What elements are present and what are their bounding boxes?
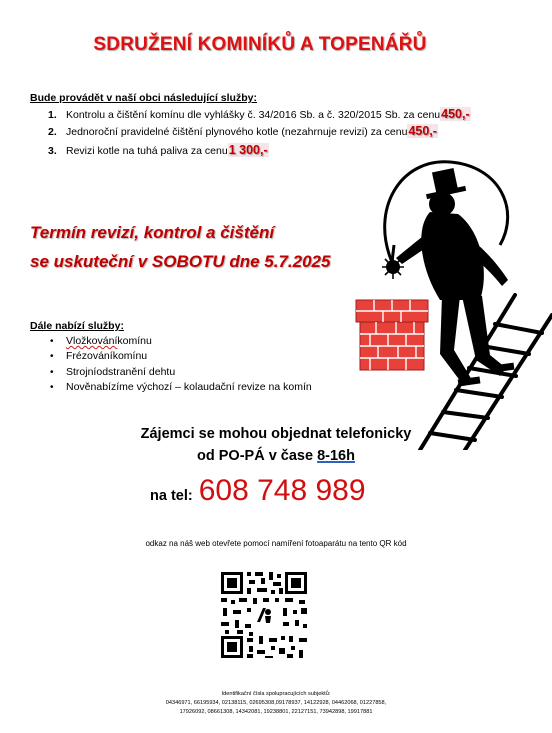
- other-service-first-word: Strojní: [66, 366, 97, 378]
- other-service-first-word: Vložkování: [66, 335, 118, 347]
- page-title: SDRUŽENÍ KOMINÍKŮ A TOPENÁŘŮ: [93, 34, 427, 55]
- phone-line: [150, 474, 366, 508]
- other-service-first-word: Frézování: [66, 350, 113, 362]
- ids-line-2: 17926092, 08661308, 14342081, 19238801, 22127151, 73942898, 19917881: [179, 709, 373, 715]
- service-number: 2.: [48, 126, 57, 138]
- other-service-rest: komínu: [112, 350, 148, 362]
- other-services-heading: Dále nabízí služby:: [30, 320, 124, 332]
- service-item-2: [48, 124, 438, 138]
- date-notice: [30, 218, 330, 276]
- service-text: Revizi kotle na tuhá paliva za cenu: [66, 145, 228, 157]
- other-service-rest: odstranění dehtu: [96, 366, 176, 378]
- bullet: •: [50, 367, 54, 378]
- phone-label: na tel:: [150, 488, 193, 504]
- date-notice-line-1: Termín revizí, kontrol a čištění: [30, 223, 275, 242]
- other-service-item-4: [50, 381, 312, 393]
- ids-line-1: 04346971, 66195934, 02138115, 02695308,09178937, 14122928, 04462068, 01227858,: [165, 700, 387, 706]
- other-service-item-3: [50, 366, 175, 378]
- bullet: •: [50, 351, 54, 362]
- date-notice-line-2: se uskuteční v SOBOTU dne 5.7.2025: [30, 252, 331, 271]
- service-price: 450,-: [441, 107, 470, 121]
- other-service-item-2: [50, 350, 147, 362]
- other-service-rest: nabízíme výchozí – kolaudační revize na komín: [90, 381, 312, 393]
- service-text: Jednoroční pravidelné čištění plynového kotle (nezahrnuje revizi) za cenu: [66, 126, 408, 138]
- chimney-sweep-on-ladder-icon: [330, 150, 552, 450]
- service-text: Kontrolu a čištění komínu dle vyhlášky č. 34/2016 Sb. a č. 320/2015 Sb. za cenu: [66, 109, 441, 121]
- services-heading: Bude provádět v naší obci následující služby:: [30, 92, 257, 104]
- service-number: 3.: [48, 145, 57, 157]
- service-price: 450,-: [408, 124, 437, 138]
- qr-note: odkaz na náš web otevřete pomocí namíření fotoaparátu na tento QR kód: [145, 539, 407, 548]
- bullet: •: [50, 336, 54, 347]
- other-service-rest: komínu: [117, 335, 152, 347]
- service-number: 1.: [48, 109, 57, 121]
- other-service-first-word: Nově: [66, 381, 91, 393]
- service-price: 1 300,-: [228, 143, 268, 157]
- ids-label: Identifikační čísla spolupracujících subjektů:: [221, 691, 331, 697]
- phone-number[interactable]: 608 748 989: [198, 474, 366, 507]
- contact-hours-prefix: od PO-PÁ v čase: [197, 448, 318, 464]
- service-item-3: [48, 143, 269, 157]
- other-service-item-1: [50, 335, 152, 347]
- qr-code-icon[interactable]: [219, 570, 309, 660]
- contact-line-1: Zájemci se mohou objednat telefonicky: [140, 426, 412, 442]
- contact-hours: 8-16h: [317, 448, 355, 464]
- contact-line-2: [0, 448, 552, 464]
- service-item-1: [48, 107, 471, 121]
- bullet: •: [50, 382, 54, 393]
